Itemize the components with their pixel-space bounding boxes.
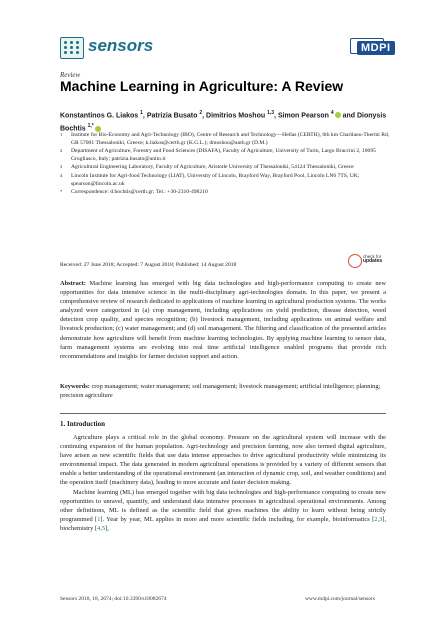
check-for-updates-line2: updates — [363, 258, 383, 264]
author-name[interactable]: Konstantinos G. Liakos — [60, 112, 139, 120]
check-for-updates-link[interactable] — [363, 254, 382, 264]
affiliation-text: Agricultural Engineering Laboratory, Faculty of Agriculture, Aristotle University of Thessaloniki, 54124 Thessaloniki, Greece — [71, 164, 354, 171]
author-affiliation-marker: 1,3 — [267, 110, 275, 116]
citation-link[interactable]: 1 — [97, 515, 101, 523]
affiliation-number: 1 — [60, 132, 63, 137]
author-list: Konstantinos G. Liakos $^1$, Patrizia Busato $^2$, Dimitrios Moshou $^{1,3}$, Simon Pearson $^4$ and Dionysis Bochtis $^{1,*}$ — [60, 110, 387, 133]
footer-citation: Sensors 2018, 18, 2674; doi:10.3390/s18082674 — [60, 596, 167, 602]
page-title: Machine Learning in Agriculture: A Review — [60, 78, 344, 94]
orcid-icon[interactable] — [335, 112, 341, 118]
author-name[interactable]: Patrizia Busato — [146, 112, 198, 120]
abstract-label: Abstract: — [60, 280, 86, 287]
citation-link[interactable]: 2,3 — [374, 515, 383, 523]
affiliation-text: Department of Agriculture, Forestry and Food Sciences (DISAFA), Faculty of Agriculture, University of Turin, Largo Braccini 2, 10095 Grugliasco, Italy; patrizia.busato@unito.it — [71, 148, 376, 162]
paragraph: Agriculture plays a critical role in the global economy. Pressure on the agricultural system will increase with the continuing expansion of the human population. Agri-technology and precision farming, now also termed digital agriculture, have arisen as new scientific fields that use data intense approaches to drive agricultural productivity while minimizing its environmental impact. The data generated in modern agricultural operations is provided by a variety of different sensors that enable a better understanding of the operational environment (an interaction of dynamic crop, soil, and weather conditions) and the operation itself (machinery data), leading to more accurate and faster decision making. — [60, 434, 386, 487]
author-affiliation-marker: 1 — [140, 110, 143, 116]
journal-logo-icon — [60, 37, 84, 59]
section-heading: 1. Introduction — [60, 420, 105, 428]
correspondence-text: Correspondence: d.bochtis@certh.gr; Tel.: +30-2310-498210 — [71, 189, 208, 196]
affiliation-number: 4 — [60, 172, 63, 178]
affiliation-text: Institute for Bio-Economy and Agri-Technology (IBO), Centre of Research and Technology—Hellas (CERTH), 6th km Charilaou-Thermi Rd, GR 57001 Thessaloniki, Greece; k.liakos@certh.gr (K.G.L.); dmoshou@auth.gr (D.M.) — [71, 132, 390, 146]
publisher-logo[interactable]: MDPI — [357, 41, 395, 55]
paragraph — [60, 488, 386, 533]
abstract-text: Machine learning has emerged with big data technologies and high-performance computing to create new opportunities for data intensive science in the multi-disciplinary agri-technologies domain. In this paper, we present a comprehensive review of research dedicated to applications of machine learning in agricultural production systems. The works analyzed were categorized in (a) crop management, including applications on yield prediction, disease detection, weed detection crop quality, and species recognition; (b) livestock management, including applications on animal welfare and livestock production; (c) water management; and (d) soil management. The filtering and classification of the presented articles demonstrate how agriculture will benefit from machine learning technologies. By applying machine learning to sensor data, farm management systems are evolving into real time artificial intelligence enabled programs that provide rich recommendations and insights for farmer decision support and action. — [60, 280, 386, 360]
affiliation-number: * — [60, 189, 63, 195]
author-name[interactable]: Simon Pearson — [277, 112, 329, 120]
affiliation-item — [60, 164, 390, 172]
citation-link[interactable]: 4,5 — [97, 524, 106, 532]
footer-journal-link[interactable]: www.mdpi.com/journal/sensors — [305, 596, 375, 602]
author-affiliation-marker: 2 — [199, 110, 203, 116]
keywords-text: crop management; water management; soil management; livestock management; artificial intelligence; planning; precision agriculture — [60, 383, 381, 400]
abstract — [60, 279, 386, 361]
article-type: Review — [60, 71, 81, 79]
correspondence-item — [60, 189, 390, 197]
affiliation-item — [60, 148, 390, 163]
affiliation-item — [60, 173, 390, 188]
publication-dates: Received: 27 June 2018; Accepted: 7 August 2018; Published: 14 August 2018 — [60, 262, 237, 268]
author-name[interactable]: Dimitrios Moshou — [206, 112, 266, 120]
affiliation-text: Lincoln Institute for Agri-food Technology (LIAT), University of Lincoln, Brayford Way, Brayford Pool, Lincoln LN6 7TS, UK; spearson@lincoln.ac.uk — [71, 172, 360, 187]
paragraph-text: ], biochemistry [ — [60, 515, 386, 532]
affiliation-list — [60, 132, 390, 198]
section-divider — [60, 413, 386, 414]
paragraph-text: ]. Year by year, ML applies in more and more scientific fields including, for example, bioinformatics [ — [100, 515, 375, 523]
paragraph-text: Machine learning (ML) has emerged together with big data technologies and high-performance computing to create new opportunities to unravel, quantify, and understand data intensive processes in agricultural operational environments. Among other definitions, ML is defined as the scientific field that gives machines the ability to learn without being strictly programmed [ — [60, 488, 386, 523]
affiliation-number: 2 — [60, 148, 63, 154]
affiliation-number: 3 — [60, 164, 63, 170]
affiliation-item — [60, 132, 390, 147]
orcid-icon[interactable] — [95, 126, 101, 132]
journal-name[interactable]: sensors — [88, 36, 154, 55]
introduction-body — [60, 433, 386, 533]
author-affiliation-marker: 1,* — [87, 123, 94, 130]
check-for-updates-line1: check for — [363, 254, 382, 259]
keywords-label: Keywords: — [60, 383, 90, 390]
author-name[interactable]: Dionysis Bochtis — [60, 112, 387, 133]
keywords — [60, 382, 386, 400]
author-affiliation-marker: 4 — [330, 110, 334, 116]
check-for-updates-icon[interactable] — [348, 254, 362, 268]
paragraph-text: ], — [105, 524, 109, 532]
